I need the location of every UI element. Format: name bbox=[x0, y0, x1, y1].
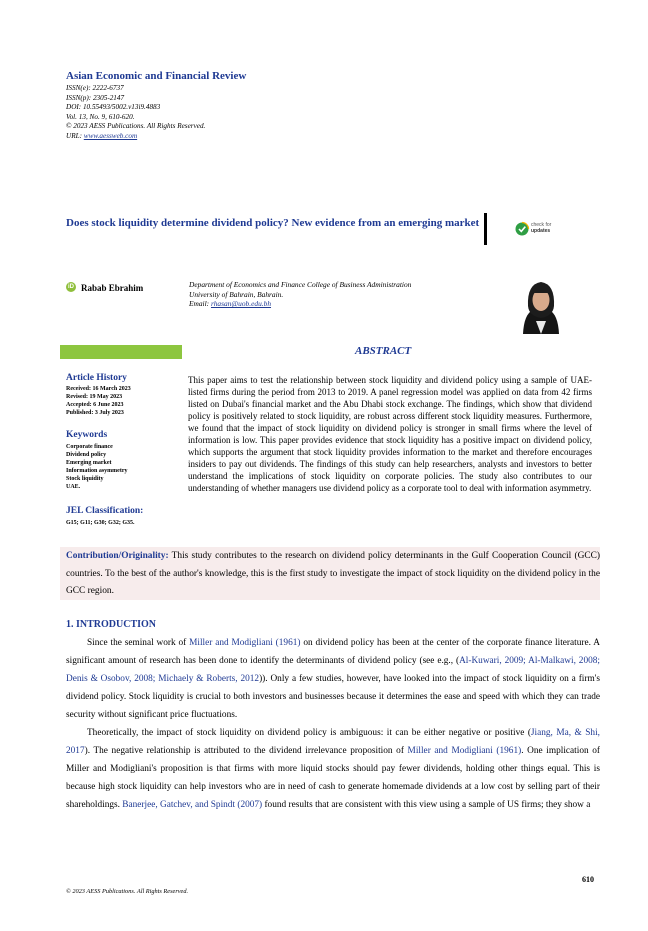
affiliation-line2: University of Bahrain, Bahrain. bbox=[189, 289, 284, 299]
keyword: Information asymmetry bbox=[66, 468, 128, 474]
jel-heading: JEL Classification: bbox=[66, 506, 144, 516]
keywords-heading: Keywords bbox=[66, 430, 108, 440]
paper-title: Does stock liquidity determine dividend policy? New evidence from an emerging market bbox=[66, 217, 480, 229]
introduction-heading: 1. INTRODUCTION bbox=[66, 619, 157, 630]
affiliation bbox=[189, 280, 411, 309]
abstract-heading: ABSTRACT bbox=[355, 345, 412, 357]
url-line bbox=[66, 132, 205, 142]
text-run: Since the seminal work of bbox=[87, 638, 190, 648]
email-label: Email: bbox=[189, 299, 211, 309]
text-run: . One implication of Miller and Modigliani's proposition is that firms with more liquid stocks should pay fewer dividends, holding other things equal. This is because high stock liquidity can help investors who are in need of cash to generate homemade dividends at a low cost by selling part of their shareholdings. bbox=[66, 746, 600, 810]
citation-link[interactable]: Jiang, Ma, & Shi, 2017 bbox=[66, 728, 600, 756]
orcid-icon[interactable]: iD bbox=[68, 284, 74, 290]
journal-title: Asian Economic and Financial Review bbox=[66, 70, 247, 82]
issn-e: ISSN(e): 2222-6737 bbox=[66, 84, 124, 92]
citation-link[interactable]: Al-Kuwari, 2009; Al-Malkawi, 2008; Denis & Osobov, 2008; Michaely & Roberts, 2012 bbox=[66, 656, 600, 684]
revised-date: Revised: 19 May 2023 bbox=[66, 394, 123, 400]
author-email-link[interactable]: rhasan@uob.edu.bh bbox=[210, 299, 272, 309]
intro-paragraph-1 bbox=[66, 634, 600, 724]
page-number: 610 bbox=[582, 875, 594, 884]
volume: Vol. 13, No. 9, 610-620. bbox=[66, 112, 135, 121]
received-date: Received: 16 March 2023 bbox=[66, 386, 131, 392]
check-for-updates-badge[interactable] bbox=[515, 219, 565, 239]
journal-url-link[interactable]: www.aessweb.com bbox=[83, 131, 138, 140]
keyword: Stock liquidity bbox=[66, 476, 104, 482]
copyright: © 2023 AESS Publications. All Rights Reserved. bbox=[66, 122, 206, 131]
issn-p: ISSN(p): 2305-2147 bbox=[66, 93, 125, 102]
author-name: Rabab Ebrahim bbox=[81, 283, 144, 293]
text-run: Theoretically, the impact of stock liquidity on dividend policy is ambiguous: it can be either negative or positive ( bbox=[87, 728, 531, 738]
published-date: Published: 3 July 2023 bbox=[66, 410, 124, 416]
abstract-accent-bar bbox=[60, 345, 182, 359]
text-run: )). Only a few studies, however, have looked into the impact of stock liquidity on a firm's dividend policy. Stock liquidity is crucial to both investors and businesses because it determines the ease and speed with which they can trade security without significant price fluctuations. bbox=[66, 674, 600, 720]
contribution-text bbox=[66, 548, 600, 601]
email-line bbox=[189, 299, 411, 309]
text-run: ). The negative relationship is attributed to the dividend irrelevance proposition of bbox=[84, 746, 408, 756]
article-history-list bbox=[66, 385, 131, 417]
check-updates-line2: updates bbox=[531, 228, 551, 234]
intro-paragraph-2 bbox=[66, 724, 600, 814]
citation-link[interactable]: Banerjee, Gatchev, and Spindt (2007) bbox=[122, 800, 263, 810]
text-run: found results that are consistent with this view using a sample of US firms; they show a bbox=[262, 800, 591, 810]
accepted-date: Accepted: 6 June 2023 bbox=[66, 402, 124, 408]
text-run: on dividend policy has been at the center of the corporate finance literature. A significant amount of research has been done to identify the determinants of dividend policy (see e.g., ( bbox=[66, 638, 600, 666]
contribution-body: This study contributes to the research on dividend policy determinants in the Gulf Cooperation Council (GCC) countries. To the best of the author's knowledge, this is the first study to investigate the impact of stock liquidity on the dividend policy in the GCC region. bbox=[66, 551, 600, 596]
introduction-body bbox=[66, 634, 600, 814]
author-photo bbox=[518, 278, 564, 334]
article-history-heading: Article History bbox=[66, 373, 127, 383]
jel-codes: G15; G11; G30; G32; G35. bbox=[66, 520, 135, 526]
contribution-label: Contribution/Originality: bbox=[66, 551, 169, 561]
keyword: Dividend policy bbox=[66, 452, 107, 458]
keyword: Emerging market bbox=[66, 460, 112, 466]
journal-meta bbox=[66, 84, 205, 142]
keyword: UAE. bbox=[66, 484, 81, 490]
affiliation-line1: Department of Economics and Finance College of Business Administration bbox=[189, 280, 412, 289]
footer-copyright: © 2023 AESS Publications. All Rights Reserved. bbox=[66, 888, 189, 895]
citation-link[interactable]: Miller and Modigliani (1961) bbox=[189, 638, 301, 648]
url-label: URL: bbox=[66, 131, 84, 140]
abstract-body: This paper aims to test the relationship between stock liquidity and dividend policy using a sample of UAE-listed firms during the period from 2013 to 2019. A panel regression model was applied on data from 42 firms listed on Dubai's financial market and the Abu Dhabi stock exchange. The findings, which show that dividend policy is positively related to stock liquidity, are robust across different stock liquidity measures. Furthermore, we found that the impact of stock liquidity on dividend policy is stronger in small firms where the level of information is low. This paper provides evidence that stock liquidity has a positive impact on dividend policy, which supports the argument that stock liquidity provides information to the market and therefore encourages insiders to pay out dividends. The findings of this study can help researchers, analysts and investors to better understand the implications of stock liquidity on corporate policies. The study also contributes to our understanding of whether managers use dividend policy as a corporate tool to deal with information asymmetry. bbox=[188, 375, 592, 493]
title-divider bbox=[484, 213, 487, 245]
citation-link[interactable]: Miller and Modigliani (1961) bbox=[407, 746, 522, 756]
check-updates-line1: check for bbox=[531, 222, 552, 228]
doi: DOI: 10.55493/5002.v13i9.4883 bbox=[66, 103, 161, 112]
keywords-list bbox=[66, 443, 128, 491]
keyword: Corporate finance bbox=[66, 444, 113, 450]
